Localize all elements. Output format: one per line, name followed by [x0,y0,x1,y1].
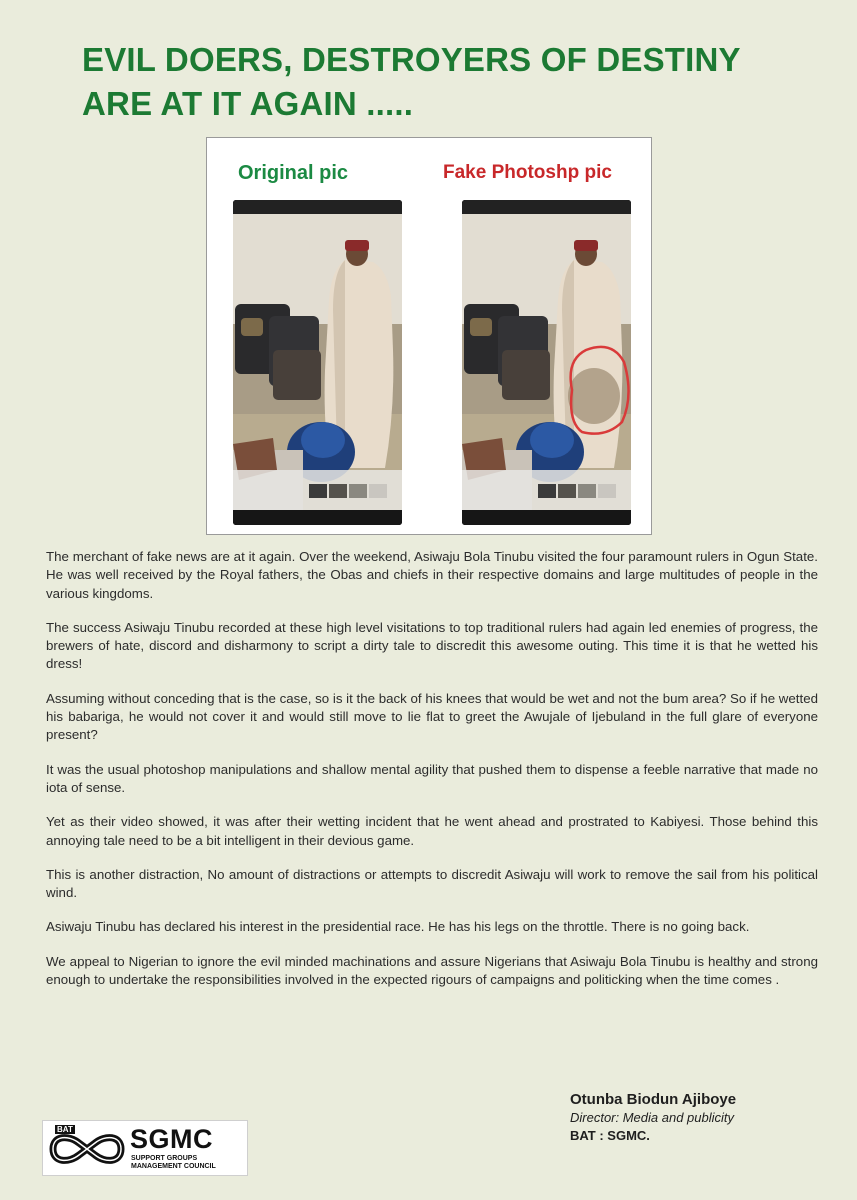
paragraph: Yet as their video showed, it was after their wetting incident that he went ahead and prostrated to Kabiyesi. Those behind this annoying tale need to be a bit intelligent in their devious game. [46,814,818,848]
signature-block [570,1090,736,1145]
logo-subtitle [131,1155,246,1171]
paragraph: It was the usual photoshop manipulations and shallow mental agility that pushed them to dispense a feeble narrative that made no iota of sense. [46,761,818,795]
signatory-role: Director: Media and publicity [570,1110,735,1125]
fake-photo [462,200,631,525]
logo-subtitle-line-2: MANAGEMENT COUNCIL [131,1163,216,1170]
paragraph: Assuming without conceding that is the case, so is it the back of his knees that would be wet and not the bum area? So if he wetted his babariga, he would not cover it and would still move to lie flat to greet the Awujale of Ijebuland in the full glare of everyone present? [46,690,818,743]
paragraph: We appeal to Nigerian to ignore the evil minded machinations and assure Nigerians that Asiwaju Bola Tinubu is healthy and strong enough to undertake the responsibilities involved in the expected rigours of campaigns and politicking when the time comes . [46,953,818,988]
original-photo-image [233,200,402,525]
fake-pic-caption: Fake Photoshp pic [443,162,612,183]
paragraph: Asiwaju Tinubu has declared his interest in the presidential race. He has his legs on the throttle. There is no going back. [46,919,750,935]
signatory-name: Otunba Biodun Ajiboye [570,1091,737,1108]
logo-subtitle-line-1: SUPPORT GROUPS [131,1155,198,1162]
headline-line-1: EVIL DOERS, DESTROYERS OF DESTINY [82,41,741,78]
fake-photo-image [462,200,631,525]
article-body [46,548,818,1005]
headline [82,38,822,126]
sgmc-logo [42,1120,248,1176]
signatory-org: BAT : SGMC. [570,1128,650,1143]
paragraph: The merchant of fake news are at it again. Over the weekend, Asiwaju Bola Tinubu visited the four paramount rulers in Ogun State. He was well received by the Royal fathers, the Obas and chiefs in their respective domains and large multitudes of people in the various kingdoms. [46,549,818,601]
headline-line-2: ARE AT IT AGAIN ..... [82,85,414,122]
original-pic-caption: Original pic [238,162,349,184]
photo-comparison-panel [206,137,652,535]
paragraph: This is another distraction, No amount of distractions or attempts to discredit Asiwaju will work to remove the sail from his political wind. [46,866,818,901]
paragraph: The success Asiwaju Tinubu recorded at these high level visitations to top traditional rulers had again led enemies of progress, the brewers of hate, discord and disharmony to script a dirty tale to discredit this awesome outing. This time it is that he wetted his dress! [46,619,818,672]
original-photo [233,200,402,525]
logo-name: SGMC [130,1124,213,1154]
logo-badge: BAT [57,1125,73,1134]
